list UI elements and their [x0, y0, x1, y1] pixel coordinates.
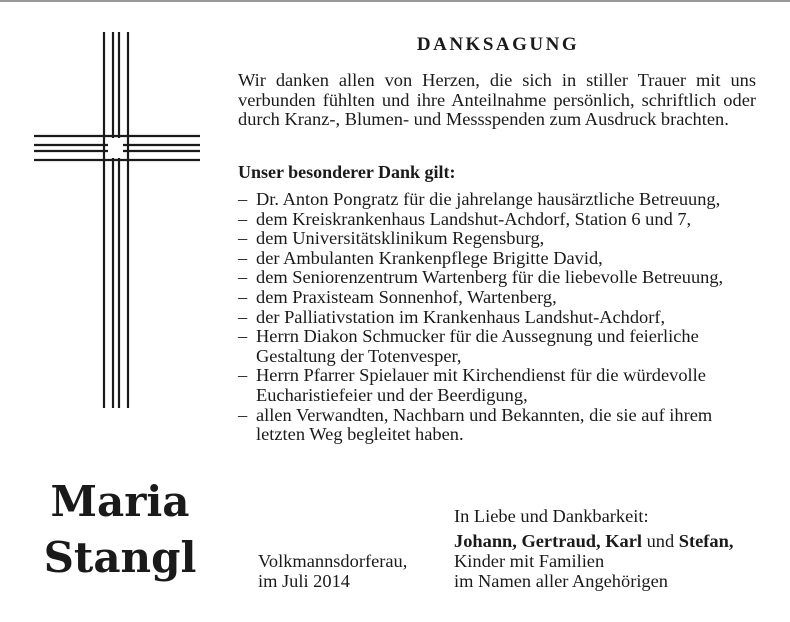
- list-item: [238, 249, 758, 269]
- list-item-text: Dr. Anton Pongratz für die jahrelange hausärztliche Betreuung,: [256, 189, 721, 209]
- closing-line: In Liebe und Dankbarkeit:: [454, 506, 649, 526]
- intro-paragraph: Wir danken allen von Herzen, die sich in stiller Trauer mit uns verbunden fühlten und ihre Anteilnahme persönlich, schriftlich oder durch Kranz-, Blumen- und Messspenden zum Ausdruck brachten.: [238, 70, 756, 130]
- list-item-text: dem Seniorenzentrum Wartenberg für die liebevolle Betreuung,: [256, 267, 724, 288]
- list-item-text: allen Verwandten, Nachbarn und Bekannten, die sie auf ihrem letzten Weg begleitet haben.: [256, 404, 713, 445]
- deceased-name: [40, 474, 200, 586]
- family-names: [454, 531, 733, 551]
- list-item-text: der Ambulanten Krankenpflege Brigitte David,: [256, 247, 603, 268]
- list-dash: –: [238, 189, 248, 209]
- family-names-bold-1: Johann, Gertraud, Karl: [454, 531, 643, 551]
- family-line-3: im Namen aller Angehörigen: [454, 571, 668, 591]
- deceased-last-name: Stangl: [43, 533, 197, 582]
- list-dash: –: [238, 306, 248, 327]
- list-dash: –: [238, 228, 248, 249]
- list-item-text: der Palliativstation im Krankenhaus Landshut-Achdorf,: [256, 306, 666, 327]
- thanks-list: [238, 190, 758, 445]
- thanks-heading: Unser besonderer Dank gilt:: [238, 162, 456, 182]
- family-names-joiner: und: [642, 531, 679, 551]
- family-signature: [454, 531, 733, 591]
- list-item: [238, 229, 758, 249]
- place-date: [258, 551, 407, 591]
- list-item: [238, 406, 758, 445]
- list-item: [238, 308, 758, 328]
- list-dash: –: [238, 267, 248, 288]
- list-dash: –: [238, 247, 248, 268]
- list-item: [238, 210, 758, 230]
- list-item: [238, 268, 758, 288]
- page-title: DANKSAGUNG: [416, 34, 580, 55]
- list-item: [238, 366, 758, 405]
- list-dash: –: [238, 326, 248, 347]
- list-dash: –: [238, 404, 248, 425]
- family-line-2: Kinder mit Familien: [454, 551, 605, 571]
- list-item-text: Herrn Pfarrer Spielauer mit Kirchendienst für die würdevolle Eucharistiefeier und der Beerdigung,: [256, 365, 706, 405]
- list-dash: –: [238, 365, 248, 386]
- deceased-first-name: Maria: [50, 477, 190, 526]
- list-item: [238, 288, 758, 308]
- list-item-text: Herrn Diakon Schmucker für die Aussegnung und feierliche Gestaltung der Totenvesper,: [256, 326, 699, 366]
- list-dash: –: [238, 286, 248, 307]
- family-names-bold-2: Stefan,: [678, 531, 734, 551]
- list-dash: –: [238, 208, 248, 229]
- list-item-text: dem Praxisteam Sonnenhof, Wartenberg,: [256, 286, 557, 307]
- list-item: [238, 327, 758, 366]
- place-town: Volkmannsdorferau,: [258, 551, 408, 571]
- cross-icon: [0, 0, 230, 460]
- list-item-text: dem Kreiskrankenhaus Landshut-Achdorf, Station 6 und 7,: [256, 208, 692, 229]
- place-date-text: im Juli 2014: [258, 571, 350, 591]
- list-item: [238, 190, 758, 210]
- list-item-text: dem Universitätsklinikum Regensburg,: [256, 228, 545, 249]
